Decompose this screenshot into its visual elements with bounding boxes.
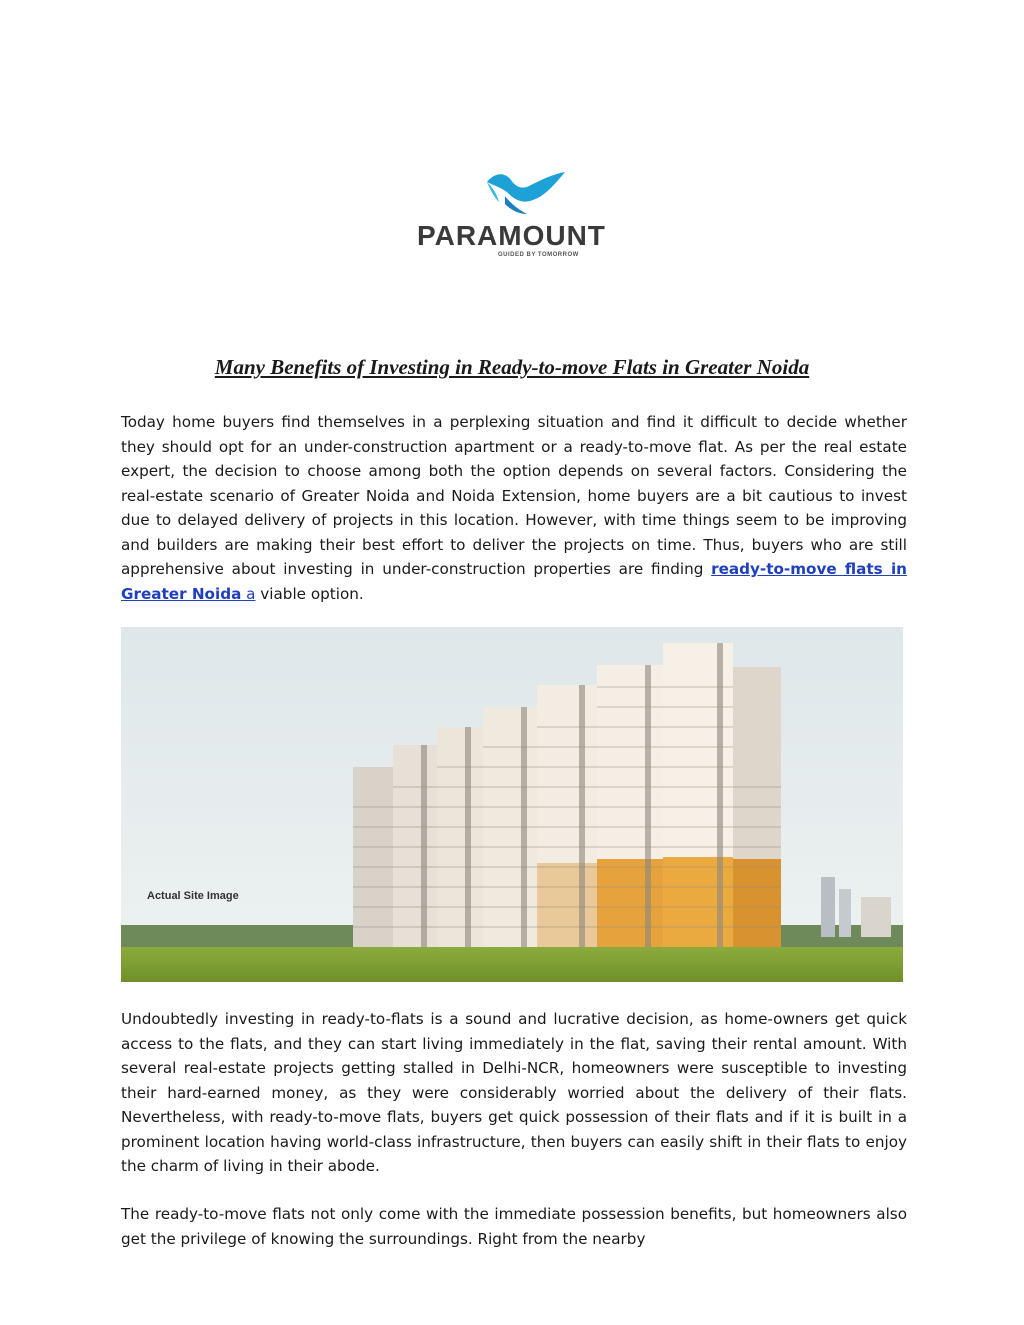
paramount-wave-icon: [485, 170, 567, 218]
photo-caption: Actual Site Image: [147, 890, 239, 902]
brand-tagline: GUIDED BY TOMORROW: [498, 252, 579, 258]
benefits-paragraph: Undoubtedly investing in ready-to-flats is a sound and lucrative decision, as home-owners get quick access to the flats, and they can start living immediately in the flat, saving their rental amount. With several real-estate projects getting stalled in Delhi-NCR, homeowners were susceptible to investing their hard-earned money, as they were considerably worried about the delivery of their flats. Nevertheless, with ready-to-move flats, buyers get quick possession of their flats and if it is built in a prominent location having world-class infrastructure, then buyers can easily shift in their flats to enjoy the charm of living in their abode.: [121, 1010, 907, 1175]
intro-text: Today home buyers find themselves in a perplexing situation and find it difficult to decide whether they should opt for an under-construction apartment or a ready-to-move flat. As per the real estate expert, the decision to choose among both the option depends on several factors. Considering the real-estate scenario of Greater Noida and Noida Extension, home buyers are a bit cautious to invest due to delayed delivery of projects in this location. However, with time things seem to be improving and builders are making their best effort to deliver the projects on time. Thus, buyers who are still apprehensive about investing in under-construction properties are finding: [121, 413, 907, 578]
site-photo: [121, 627, 903, 982]
link-suffix: a: [241, 584, 256, 603]
intro-tail: viable option.: [255, 584, 364, 603]
surroundings-paragraph: The ready-to-move flats not only come with the immediate possession benefits, but homeowners also get the privilege of knowing the surroundings. Right from the nearby: [121, 1205, 907, 1248]
article-title: Many Benefits of Investing in Ready-to-move Flats in Greater Noida: [214, 355, 810, 379]
link-text: ready-to-move flats in Greater Noida: [121, 560, 907, 603]
brand-name: PARAMOUNT: [417, 220, 606, 251]
building-illustration: [121, 627, 903, 982]
brand-logo: [415, 170, 605, 265]
intro-paragraph: [121, 410, 907, 606]
